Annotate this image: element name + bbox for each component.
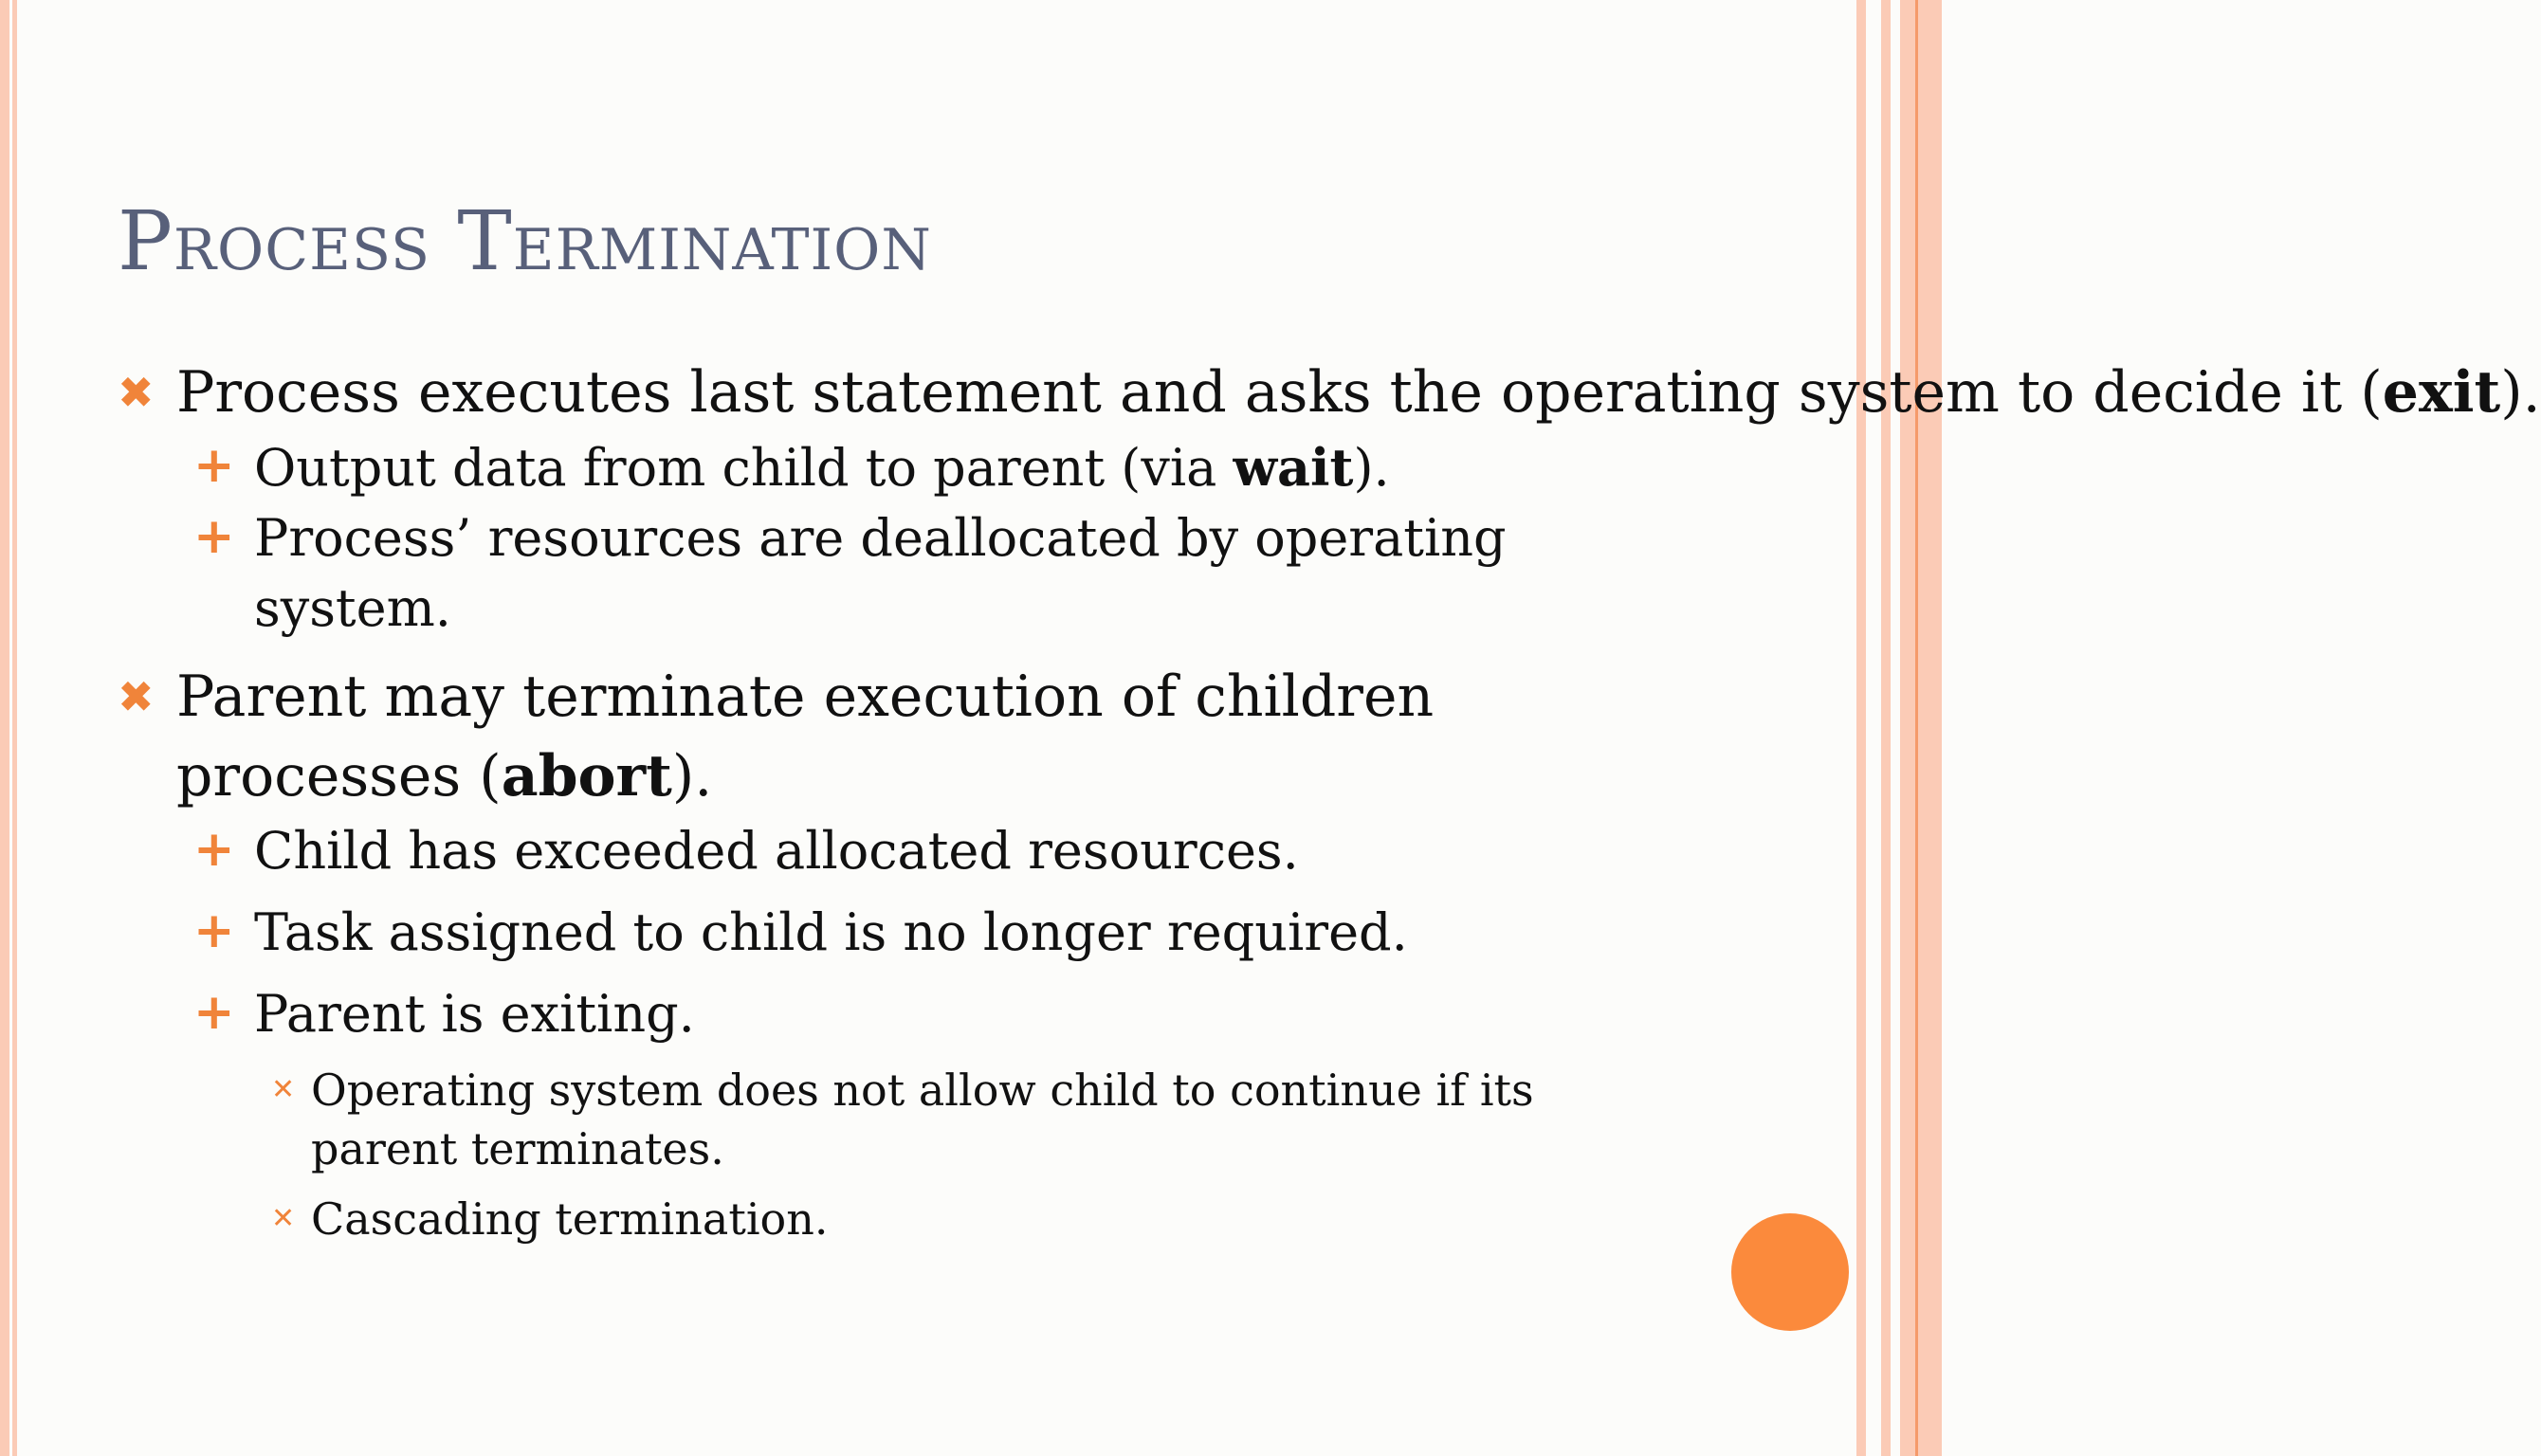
sub-bullet-item <box>118 898 1597 968</box>
bullet-text: Process executes last statement and asks the operating system to decide it (exit). <box>176 359 2541 426</box>
sub-sub-bullet-text: Cascading termination. <box>311 1193 829 1245</box>
slide-content <box>118 353 2541 1248</box>
left-border-stripe <box>0 0 9 1456</box>
small-x-bullet-icon: ✕ <box>271 1202 296 1235</box>
sub-bullet-text: Process’ resources are deallocated by operating system. <box>254 508 1507 638</box>
sub-bullet-text: Output data from child to parent (via wait). <box>254 437 1390 498</box>
sub-bullet-text: Child has exceeded allocated resources. <box>254 821 1299 881</box>
sub-sub-bullet-item <box>118 1190 1597 1248</box>
right-border-line <box>1915 0 1918 1456</box>
small-x-bullet-icon: ✕ <box>271 1073 296 1106</box>
sub-sub-bullet-text: Operating system does not allow child to continue if its parent terminates. <box>311 1065 1534 1174</box>
bullet-text: Parent may terminate execution of children processes (abort). <box>176 664 1435 810</box>
sub-bullet-text: Task assigned to child is no longer required. <box>254 902 1408 962</box>
sub-bullet-item <box>118 503 1600 644</box>
bullet-item <box>118 353 2541 432</box>
sub-bullet-text: Parent is exiting. <box>254 984 695 1044</box>
left-border-stripe-thin <box>12 0 17 1456</box>
plus-bullet-icon: + <box>193 984 235 1041</box>
x-bullet-icon: ✖ <box>118 671 155 722</box>
plus-bullet-icon: + <box>193 508 235 565</box>
plus-bullet-icon: + <box>193 821 235 878</box>
right-border-stripe <box>1881 0 1891 1456</box>
sub-bullet-item <box>118 816 1597 886</box>
sub-bullet-item <box>118 432 1597 503</box>
right-border-band <box>1900 0 1942 1456</box>
slide-title: Process Termination <box>118 194 932 289</box>
plus-bullet-icon: + <box>193 437 235 494</box>
sub-sub-bullet-item <box>118 1061 1676 1178</box>
right-border-stripe <box>1856 0 1866 1456</box>
plus-bullet-icon: + <box>193 902 235 959</box>
decorative-circle <box>1731 1213 1849 1331</box>
sub-bullet-item <box>118 979 1597 1049</box>
x-bullet-icon: ✖ <box>118 367 155 418</box>
bullet-item <box>118 657 1655 816</box>
